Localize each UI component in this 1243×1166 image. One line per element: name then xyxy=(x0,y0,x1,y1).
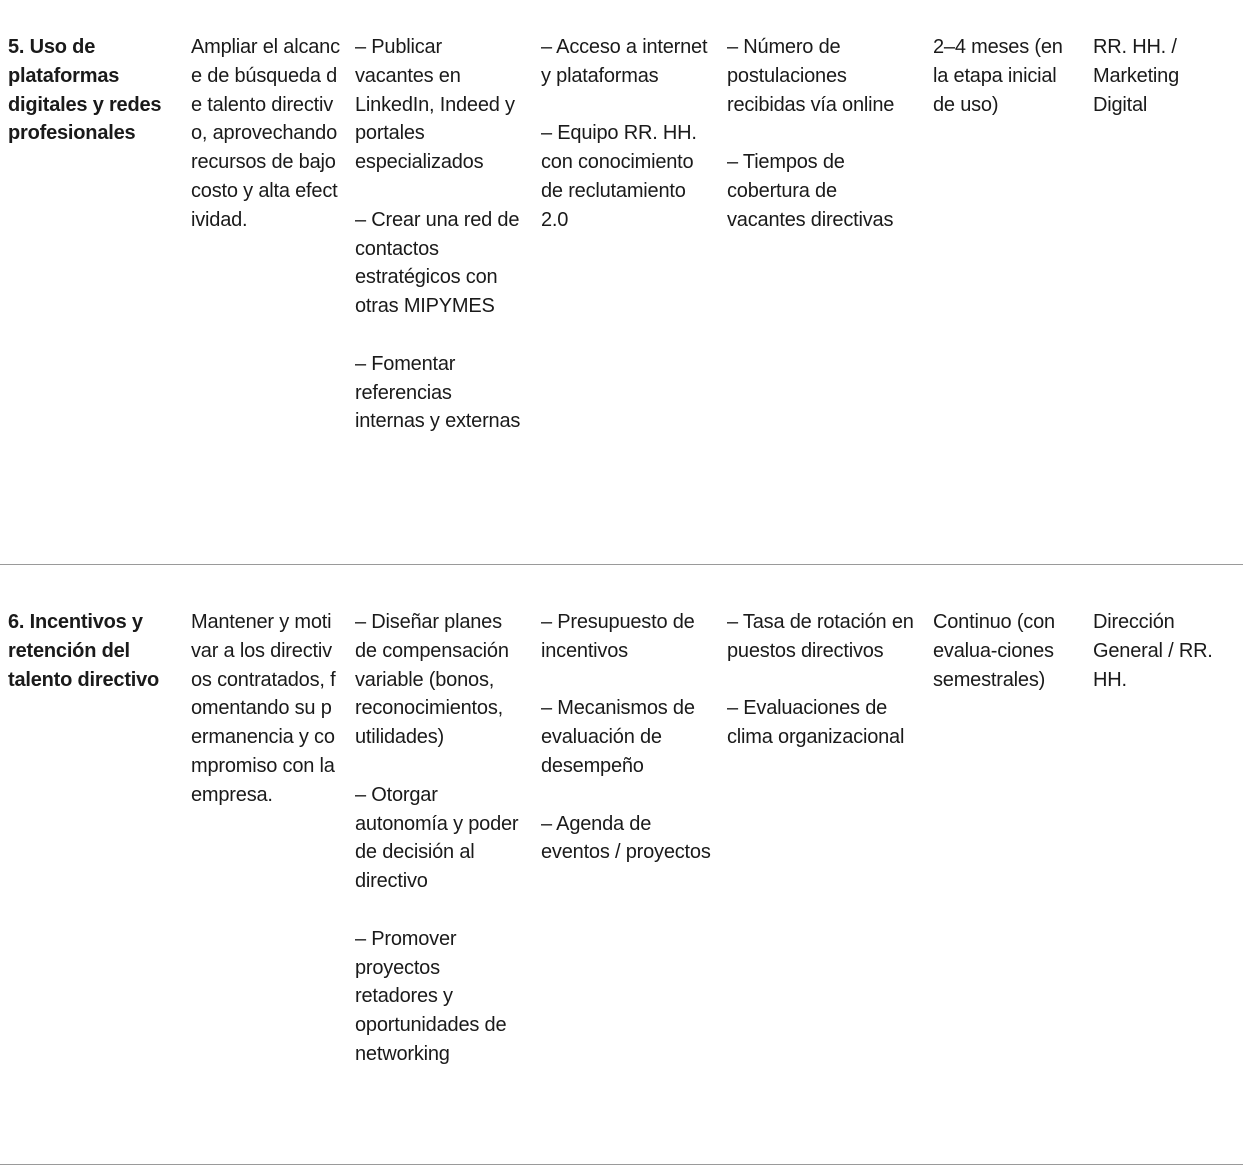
table-row xyxy=(0,0,1243,564)
indicator-item: – Número de postulaciones recibidas vía online xyxy=(727,36,895,116)
strategy-indicators xyxy=(727,33,917,235)
action-item: – Publicar vacantes en LinkedIn, Indeed y portales especializados xyxy=(355,36,515,174)
strategy-title: 6. Incentivos y retención del talento directivo xyxy=(8,611,160,691)
strategy-actions xyxy=(355,608,525,1069)
resource-item: – Equipo RR. HH. con conocimiento de reclutamiento 2.0 xyxy=(541,122,697,231)
action-item: – Otorgar autonomía y poder de decisión al directivo xyxy=(355,783,519,893)
action-item: – Diseñar planes de compensación variable (bonos, reconocimientos, utilidades) xyxy=(355,611,509,749)
strategy-objective: Ampliar el alcance de búsqueda de talento directivo, aprovechando recursos de bajo costo y alta efectividad. xyxy=(191,36,340,231)
row-divider xyxy=(0,1164,1243,1165)
strategy-resources xyxy=(541,608,713,867)
action-item: – Fomentar referencias internas y externas xyxy=(355,352,521,433)
resource-item: – Presupuesto de incentivos xyxy=(541,611,695,662)
strategy-objective: Mantener y motivar a los directivos contratados, fomentando su permanencia y compromiso con la empresa. xyxy=(191,611,336,806)
resource-item: – Mecanismos de evaluación de desempeño xyxy=(541,697,695,777)
strategy-title: 5. Uso de plataformas digitales y redes profesionales xyxy=(8,36,162,145)
strategy-timeframe: 2–4 meses (en la etapa inicial de uso) xyxy=(933,36,1063,116)
indicator-item: – Tiempos de cobertura de vacantes directivas xyxy=(727,151,894,231)
indicator-item: – Tasa de rotación en puestos directivos xyxy=(727,611,914,662)
action-item: – Crear una red de contactos estratégicos con otras MIPYMES xyxy=(355,208,520,318)
table-row xyxy=(0,564,1243,1164)
resource-item: – Agenda de eventos / proyectos xyxy=(541,812,711,864)
strategy-actions xyxy=(355,33,525,436)
strategy-timeframe: Continuo (con evalua-ciones semestrales) xyxy=(933,611,1055,691)
strategy-responsible: RR. HH. / Marketing Digital xyxy=(1093,36,1180,116)
resource-item: – Acceso a internet y plataformas xyxy=(541,36,708,87)
strategy-resources xyxy=(541,33,713,235)
strategy-indicators xyxy=(727,608,917,752)
action-item: – Promover proyectos retadores y oportunidades de networking xyxy=(355,927,507,1065)
strategy-responsible: Dirección General / RR. HH. xyxy=(1093,611,1213,691)
indicator-item: – Evaluaciones de clima organizacional xyxy=(727,697,905,749)
